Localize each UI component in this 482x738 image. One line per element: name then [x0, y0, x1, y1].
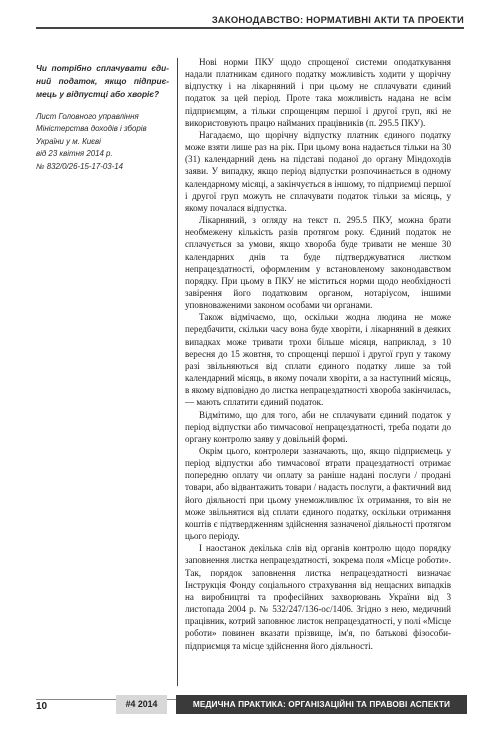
- source-line: Міністерства доходів і зборів: [36, 124, 147, 134]
- source-line: від 23 квітня 2014 р.: [36, 149, 113, 159]
- section-header: [36, 14, 464, 29]
- source-line: № 832/0/26-15-17-03-14: [36, 161, 124, 171]
- body-paragraph: Також відмічаємо, що, оскільки жодна людина не може передбачити, скільки часу вона буде хворіти, і лікарняний в деяких випадках може тривати трохи більше місяця, наприклад, з 10 вересня до 15 жовтня, то спрощенці першої і другої груп у такому разі звільняються від сплати єдиного податку лише за той календарний місяць, в якому почали хворіти, а за наступний місяць, в якому відповідно до листка непрацездатності хвороба закінчилась, — мають сплатити єдиний податок.: [185, 312, 452, 408]
- body-paragraph: Нагадаємо, що щорічну відпустку платник єдиного податку може взяти лише раз на рік. При цьому вона надається тільки на 30 (31) календарний день на підставі поданої до органу Міндоходів заяви. У випадку, якщо період відпустки розпочинається в одному календарному місяці, а закінчується в іншому, то підприємці першої і другої груп можуть не сплачувати податок тільки за місяць, у якому почалася відпустка.: [185, 129, 451, 213]
- source-line: Лист Головного управління: [36, 112, 139, 121]
- body-paragraph: Відмітимо, що для того, аби не сплачувати єдиний податок у період відпустки або тимчасової непрацездатності, треба подати до органу контролю заяву у довільній формі.: [185, 409, 451, 444]
- sidebar-source: [36, 111, 169, 173]
- body-paragraph: Лікарняний, з огляду на текст п. 295.5 ПКУ, можна брати необмежену кількість разів протягом року. Єдиний податок не сплачується за умови, якщо хвороба буде тривати не менше 30 календарних днів та буде підтверджуватися листком непрацездатності, оформленим у встановленому законодавством порядку. При цьому в ПКУ не міститься норми щодо необхідності завірення його податковим органом, нотаріусом, іншими уповноваженими законом особами чи органами.: [185, 215, 451, 311]
- sidebar: [36, 62, 169, 173]
- section-title: ЗАКОНОДАВСТВО: НОРМАТИВНІ АКТИ ТА ПРОЕКТИ: [211, 14, 464, 25]
- article-body: [185, 56, 451, 652]
- sidebar-question: Чи потрібно сплачувати єди-ний податок, якщо підприє-мець у відпустці або хворіє?: [36, 63, 169, 99]
- journal-title-banner: МЕДИЧНА ПРАКТИКА: ОРГАНІЗАЦІЙНІ ТА ПРАВОВІ АСПЕКТИ: [176, 695, 467, 714]
- source-line: України у м. Києві: [36, 136, 101, 146]
- body-paragraph: Нові норми ПКУ щодо спрощеної системи оподаткування надали платникам єдиного податку можливість ходити у щорічну відпустку і на лікарняний і при цьому не сплачувати єдиний податок за цей період. Проте така можливість надана не всім підприємцям, а тільки спрощенцям першої і другої груп, які не використовують працю найманих працівників (п. 295.5 ПКУ).: [185, 57, 451, 128]
- body-paragraph: І наостанок декілька слів від органів контролю щодо порядку заповнення листка непрацездатності, зокрема поля «Місце роботи». Так, порядок заповнення листка непрацездатності визначає Інструкція Фонду соціального страхування від нещасних випадків на виробництві та професійних захворювань України від 3 листопада 2004 р. № 532/247/136-ос/1406. Згідно з нею, медичний працівник, котрий заповнює листок непрацездатності, у полі «Місце роботи» повинен вказати прізвище, ім'я, по батькові фізособи-підприємця та місце здійснення його діяльності.: [185, 543, 451, 651]
- column-divider: [177, 58, 178, 686]
- page-number: 10: [36, 701, 48, 712]
- issue-badge: #4 2014: [116, 695, 167, 714]
- body-paragraph: Окрім цього, контролери зазначають, що, якщо підприємець у період відпустки або тимчасової втрати працездатності отримає попередню оплату чи оплату за раніше надані послуги / продані товари, або відвантажить товари / надасть послуги, а фактичний вид його діяльності при цьому унеможливлює їх отримання, то він не може звільнятися від сплати єдиного податку, оскільки отримання коштів є підтвердженням здійснення зазначеної діяльності протягом цього періоду.: [185, 446, 451, 542]
